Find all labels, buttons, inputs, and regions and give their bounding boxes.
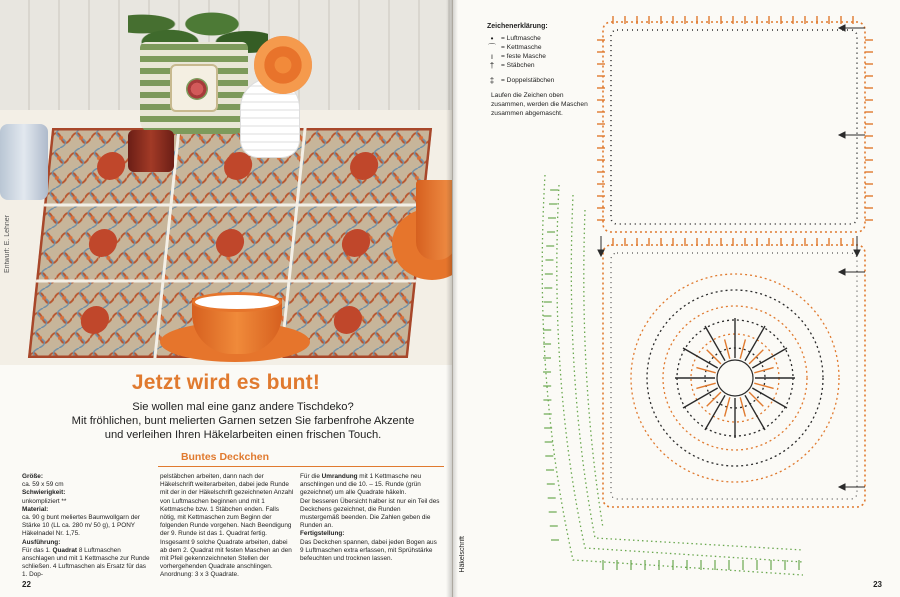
text-column-2: pelstäbchen arbeiten, dann nach der Häkelschrift weiterarbeiten, dabei jede Runde mit der in der Häkelschrift gezeichneten Anzahl von Luftmaschen beginnen und mit 1 Kettmasche bzw. 1 Stäbchen enden. Falls nötig, mit Kettmaschen zum Beginn der folgenden Runde vorgehen. Nach Beendigung der 9. Runde ist das 1. Quadrat fertig. Insgesamt 9 solche Quadrate arbeiten, dabei ab dem 2. Quadrat mit festen Maschen an den mit Pfeil gekennzeichneten Stellen der vorhergehenden Quadrate anschlingen. Anordnung: 3 x 3 Quadrate. xyxy=(160,473,294,579)
page-number-left: 22 xyxy=(22,580,31,589)
lead-text xyxy=(58,400,428,442)
size-label: Größe: xyxy=(22,473,43,480)
tin-canister xyxy=(0,124,48,200)
rose-decoration-icon xyxy=(186,78,208,100)
material-value: ca. 90 g bunt meliertes Baumwollgarn der Stärke 10 (LL ca. 280 m/ 50 g), 1 PONY Häkelnadel Nr. 1,75. xyxy=(22,514,140,538)
treble-crochet-icon: ‡ xyxy=(489,75,495,85)
difficulty-label: Schwierigkeit: xyxy=(22,489,66,497)
stitch-spoke xyxy=(754,368,773,373)
stitch-legend xyxy=(487,22,597,118)
stitch-spoke xyxy=(705,326,725,361)
border-instructions: Für die Umrandung mit 1 Kettmasche neu anschlingen und die 10. – 15. Runde (grün gezeichnet) um alle Quadrate häkeln. xyxy=(300,473,422,497)
pot-label xyxy=(170,64,218,112)
right-page xyxy=(452,0,900,597)
legend-item: † = Stäbchen xyxy=(487,61,597,70)
legend-item: ‡ = Doppelstäbchen xyxy=(487,76,597,85)
photo-credit: Entwurf: E. Lehner xyxy=(4,215,11,273)
stitch-spoke xyxy=(707,392,721,406)
flower-pot xyxy=(140,42,248,134)
text-column-3 xyxy=(300,473,440,563)
legend-note: Laufen die Zeichen oben zusammen, werden die Maschen zusammen abgemascht. xyxy=(491,92,588,117)
table-photo xyxy=(0,0,452,365)
stitch-spoke xyxy=(749,350,763,364)
instructions-label: Ausführung: xyxy=(22,538,61,546)
lead-line: Mit fröhlichen, bunt melierten Garnen setzen Sie farbenfrohe Akzente xyxy=(71,415,415,427)
cup-front-rim xyxy=(192,292,282,312)
chain-stitch-icon: • xyxy=(490,33,494,43)
stitch-spoke xyxy=(696,383,715,388)
stitch-spoke xyxy=(707,350,721,364)
slip-stitch-icon: ⌒ xyxy=(488,42,496,52)
stitch-spoke xyxy=(749,392,763,406)
round-ring xyxy=(631,274,839,482)
orange-rose xyxy=(254,36,312,94)
candle-holder xyxy=(128,130,174,172)
chart-side-label: Häkelschrift xyxy=(459,536,466,573)
lead-line: Sie wollen mal eine ganz andere Tischdeko? xyxy=(132,401,354,413)
overview-note: Der besseren Übersicht halber ist nur ein Teil des Deckchens gezeichnet, die Runden mustergemäß beenden. Die Zahlen geben die Runden an. xyxy=(300,497,440,530)
legend-title: Zeichenerklärung: xyxy=(487,23,548,30)
subtitle: Buntes Deckchen xyxy=(180,451,270,463)
legend-item: ı = feste Masche xyxy=(487,52,597,61)
single-crochet-icon: ı xyxy=(490,51,494,61)
legend-item: ⌒ = Kettmasche xyxy=(488,42,542,52)
finishing-text: Das Deckchen spannen, dabei jeden Bogen aus 9 Luftmaschen extra erfassen, mit Sprühstärke befeuchten und trocknen lassen. xyxy=(300,538,437,563)
text-column-1 xyxy=(22,473,152,580)
instructions-text: Für das 1. Quadrat 8 Luftmaschen anschlagen und mit 1 Kettmasche zur Runde schließen. 4 Luftmaschen als Ersatz für das 1. Dop- xyxy=(22,546,150,579)
finishing-label: Fertigstellung: xyxy=(300,530,345,538)
page-number-right: 23 xyxy=(873,580,882,589)
material-label: Material: xyxy=(22,505,49,513)
size-value: ca. 59 x 59 cm xyxy=(22,481,64,489)
cup-right xyxy=(416,180,452,260)
stitch-spoke xyxy=(683,388,718,408)
legend-item: • = Luftmasche xyxy=(487,34,597,43)
difficulty-value: unkompliziert ** xyxy=(22,497,67,505)
double-crochet-icon: † xyxy=(489,60,495,70)
headline: Jetzt wird es bunt! xyxy=(131,371,321,394)
subtitle-rule xyxy=(158,466,444,467)
lead-line: und verleihen Ihren Häkelarbeiten einen frischen Touch. xyxy=(104,429,382,441)
stitch-spoke xyxy=(705,395,725,430)
round-ring xyxy=(647,290,823,466)
